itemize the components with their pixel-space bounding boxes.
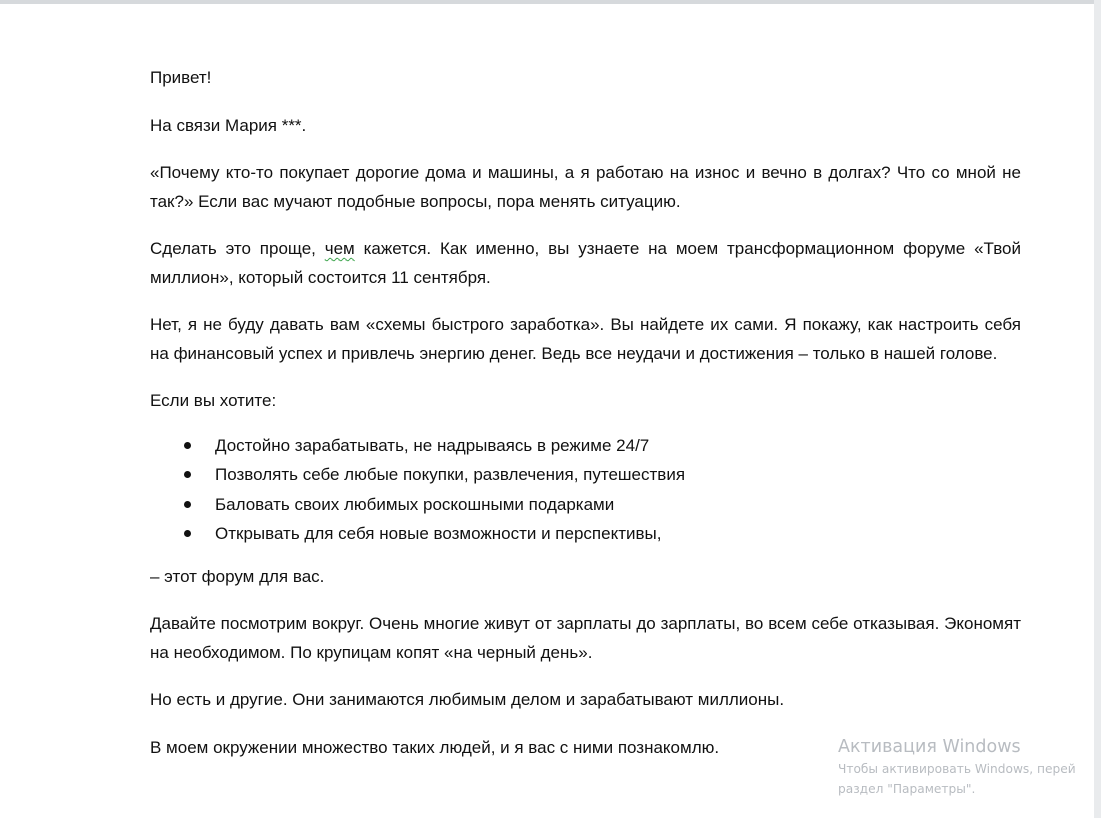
paragraph-forum — [150, 235, 1021, 292]
list-item-text: Позволять себе любые покупки, развлечения, путешествия — [215, 465, 686, 484]
list-item — [150, 460, 1021, 490]
paragraph-no-schemes: Нет, я не буду давать вам «схемы быстрого заработка». Вы найдете их сами. Я покажу, как настроить себя на финансовый успех и привлечь энергию денег. Ведь все неудачи и достижения – только в нашей голове. — [150, 315, 1021, 363]
watermark-line-1: Чтобы активировать Windows, перей — [838, 762, 1076, 776]
list-item-text: Открывать для себя новые возможности и перспективы, — [215, 524, 662, 543]
bullet-icon — [184, 471, 191, 478]
list-item — [150, 431, 1021, 461]
watermark-line-2: раздел "Параметры". — [838, 782, 976, 796]
list-item — [150, 490, 1021, 520]
paragraph-greeting: Привет! — [150, 68, 212, 87]
paragraph-question: «Почему кто-то покупает дорогие дома и машины, а я работаю на износ и вечно в долгах? Что со мной не так?» Если вас мучают подобные вопросы, пора менять ситуацию. — [150, 163, 1021, 211]
list-item-text: Баловать своих любимых роскошными подарками — [215, 494, 615, 514]
bullet-icon — [184, 501, 191, 508]
windows-activation-watermark — [838, 735, 1101, 799]
watermark-title: Активация Windows — [838, 737, 1021, 757]
page-right-edge — [1094, 0, 1101, 818]
paragraph-forum-part1: Сделать это проще, — [150, 239, 325, 258]
paragraph-look-around: Давайте посмотрим вокруг. Очень многие живут от зарплаты до зарплаты, во всем себе отказывая. Экономят на необходимом. По крупицам копят «на черный день». — [150, 614, 1021, 662]
document-body[interactable] — [150, 64, 1021, 781]
paragraph-intro: На связи Мария ***. — [150, 115, 307, 135]
paragraph-if-you-want: Если вы хотите: — [150, 391, 277, 410]
paragraph-environment: В моем окружении множество таких людей, и я вас с ними познакомлю. — [150, 737, 720, 757]
bullet-list — [150, 431, 1021, 549]
paragraph-for-you: – этот форум для вас. — [150, 566, 325, 586]
list-item-text: Достойно зарабатывать, не надрываясь в режиме 24/7 — [215, 435, 650, 455]
paragraph-others: Но есть и другие. Они занимаются любимым делом и зарабатывают миллионы. — [150, 690, 785, 709]
spellcheck-flagged-word[interactable]: чем — [324, 239, 355, 258]
bullet-icon — [184, 530, 191, 537]
list-item — [150, 519, 1021, 549]
bullet-icon — [184, 442, 191, 449]
paragraph-forum-part2: кажется. Как именно, вы узнаете на моем трансформационном форуме «Твой миллион», который состоится 11 сентября. — [150, 239, 1021, 287]
